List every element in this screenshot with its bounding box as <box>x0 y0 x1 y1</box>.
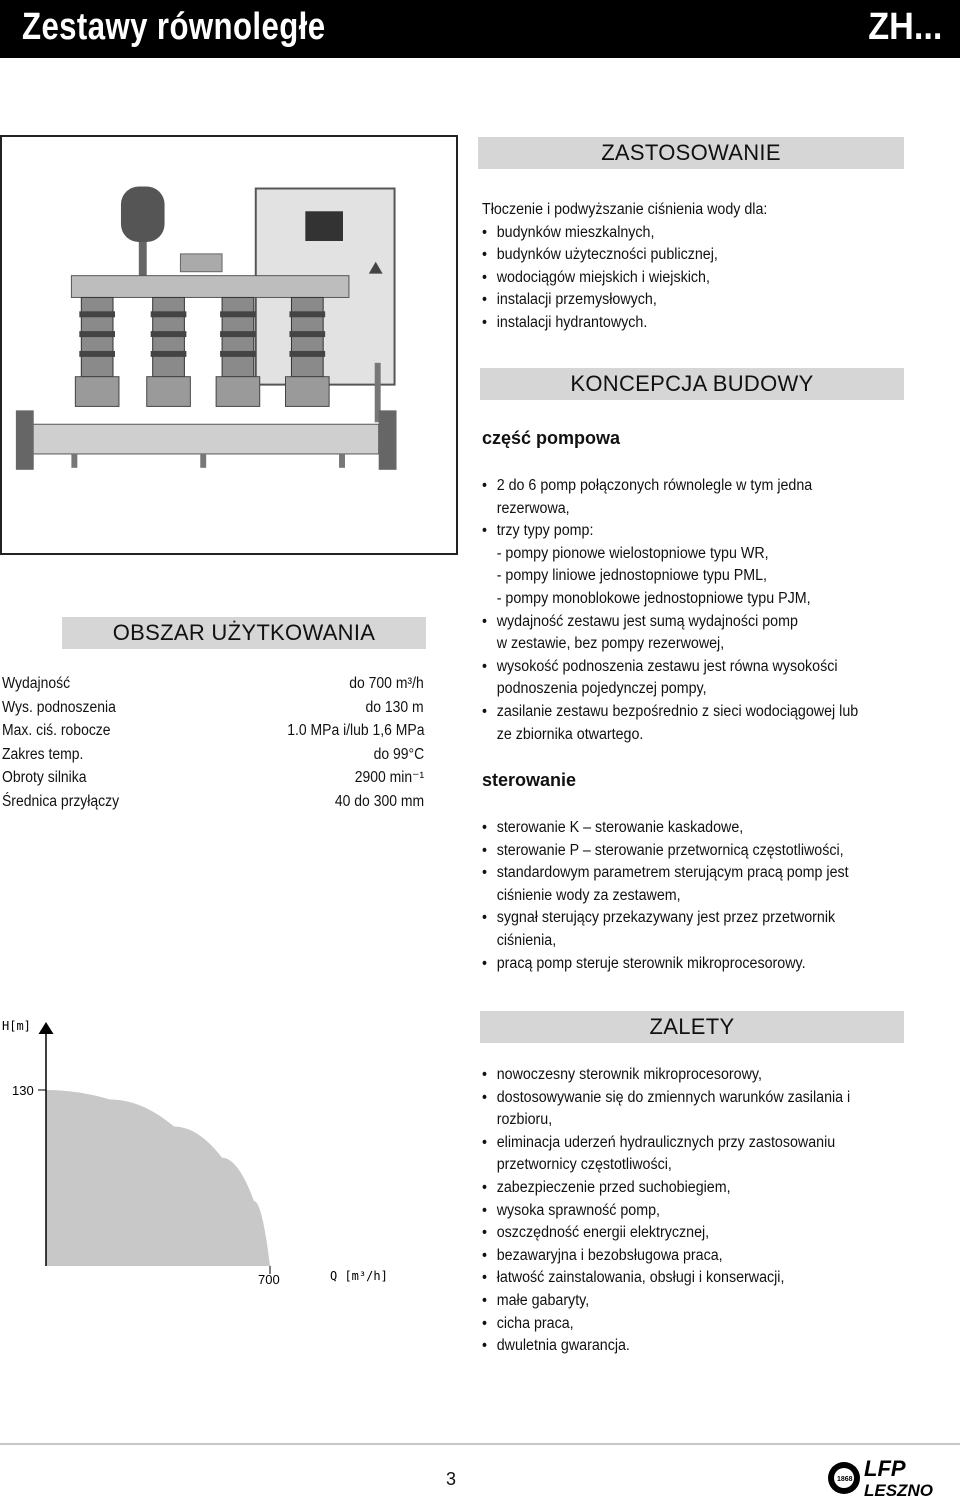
section-zalety-title: ZALETY <box>480 1011 904 1043</box>
page-header <box>0 0 960 58</box>
spec-row <box>2 790 424 814</box>
section-zastosowanie-title: ZASTOSOWANIE <box>478 137 904 169</box>
list-item-continuation: rozbioru, <box>496 1111 553 1129</box>
list-item-continuation: podnoszenia pojedynczej pompy, <box>496 680 707 698</box>
spec-label: Obroty silnika <box>2 769 87 786</box>
subsection-pompowa-title: część pompowa <box>482 428 621 448</box>
list-subitem: - pompy monoblokowe jednostopniowe typu PJM, <box>496 589 811 607</box>
list-item: • budynków użyteczności publicznej, <box>482 244 767 267</box>
spec-label: Wys. podnoszenia <box>2 698 116 716</box>
list-item-continuation: ciśnienia, <box>496 931 557 949</box>
list-item: • cicha praca, <box>482 1313 850 1336</box>
page-number: 3 <box>446 1469 457 1489</box>
list-item: • nowoczesny sterownik mikroprocesorowy, <box>482 1064 850 1087</box>
list-item: • instalacji hydrantowych. <box>482 312 767 335</box>
spec-label: Średnica przyłączy <box>2 792 120 810</box>
list-item: • oszczędność energii elektrycznej, <box>482 1222 850 1245</box>
list-item: • trzy typy pomp: <box>482 520 858 543</box>
list-item: • wodociągów miejskich i wiejskich, <box>482 267 767 290</box>
spec-row <box>2 696 424 720</box>
list-item: • wydajność zestawu jest sumą wydajności pomp <box>482 611 858 634</box>
spec-row <box>2 672 424 696</box>
list-item: • wysoka sprawność pomp, <box>482 1200 850 1223</box>
pump-set-illustration <box>2 137 456 553</box>
list-item: • eliminacja uderzeń hydraulicznych przy zastosowaniu <box>482 1132 850 1155</box>
x-axis-label: Q [m³/h] <box>330 1269 388 1283</box>
list-subitem: - pompy liniowe jednostopniowe typu PML, <box>496 567 768 585</box>
spec-value: do 700 m³/h <box>349 675 424 692</box>
zastosowanie-intro: Tłoczenie i podwyższanie ciśnienia wody dla: <box>482 201 768 218</box>
chart-area-series <box>46 1090 270 1266</box>
list-item: • sygnał sterujący przekazywany jest przez przetwornik <box>482 907 849 930</box>
footer-divider <box>0 1443 960 1445</box>
spec-row <box>2 743 424 767</box>
list-item: • sterowanie K – sterowanie kaskadowe, <box>482 817 849 840</box>
list-item: • bezawaryjna i bezobsługowa praca, <box>482 1245 850 1268</box>
subsection-sterowanie-title: sterowanie <box>482 770 577 790</box>
list-item: • standardowym parametrem sterującym pracą pomp jest <box>482 862 849 885</box>
list-item: • dwuletnia gwarancja. <box>482 1335 850 1358</box>
spec-row <box>2 719 424 743</box>
zalety-list <box>482 1064 850 1358</box>
list-item: • małe gabaryty, <box>482 1290 850 1313</box>
logo-brand: LFP <box>864 1456 906 1481</box>
spec-label: Wydajność <box>2 675 71 692</box>
x-tick-label: 700 <box>258 1272 280 1287</box>
product-code: ZH... <box>867 6 942 48</box>
list-item: • instalacji przemysłowych, <box>482 289 767 312</box>
section-koncepcja-title: KONCEPCJA BUDOWY <box>480 368 904 400</box>
y-axis-label: H[m] <box>2 1019 31 1033</box>
page-title: Zestawy równoległe <box>22 6 326 48</box>
zastosowanie-content <box>482 199 767 335</box>
spec-value: do 99°C <box>373 745 424 763</box>
list-item: • zabezpieczenie przed suchobiegiem, <box>482 1177 850 1200</box>
spec-value: 1.0 MPa i/lub 1,6 MPa <box>286 722 424 739</box>
logo-year: 1868 <box>837 1476 853 1483</box>
list-item: • wysokość podnoszenia zestawu jest równa wysokości <box>482 656 858 679</box>
logo-city: LESZNO <box>864 1481 933 1500</box>
list-item-continuation: ze zbiornika otwartego. <box>496 725 644 743</box>
list-item-continuation: przetwornicy częstotliwości, <box>496 1156 672 1174</box>
lfp-logo-icon <box>826 1456 956 1500</box>
spec-label: Zakres temp. <box>2 745 84 763</box>
product-photo <box>0 135 458 555</box>
section-obszar-title: OBSZAR UŻYTKOWANIA <box>62 617 426 649</box>
list-subitem: - pompy pionowe wielostopniowe typu WR, <box>496 544 769 562</box>
list-item: • dostosowywanie się do zmiennych warunków zasilania i <box>482 1087 850 1110</box>
spec-label: Max. ciś. robocze <box>2 722 111 739</box>
sterowanie-list <box>482 817 849 975</box>
performance-chart <box>0 1008 420 1308</box>
spec-row <box>2 766 424 790</box>
spec-value: do 130 m <box>365 698 424 716</box>
performance-chart-svg <box>0 1008 420 1308</box>
specs-table <box>2 672 424 813</box>
list-item-continuation: rezerwowa, <box>496 499 570 517</box>
pompowa-list <box>482 475 858 746</box>
list-item: • 2 do 6 pomp połączonych równolegle w tym jedna <box>482 475 858 498</box>
list-item: • zasilanie zestawu bezpośrednio z sieci wodociągowej lub <box>482 701 858 724</box>
spec-value: 40 do 300 mm <box>334 792 424 810</box>
list-item: • pracą pomp steruje sterownik mikroprocesorowy. <box>482 953 849 976</box>
spec-value: 2900 min⁻¹ <box>354 769 424 786</box>
list-item-continuation: ciśnienie wody za zestawem, <box>496 886 681 904</box>
lfp-leszno-logo <box>826 1456 956 1500</box>
list-item-continuation: w zestawie, bez pompy rezerwowej, <box>496 635 725 653</box>
y-tick-label: 130 <box>12 1083 34 1098</box>
list-item: • budynków mieszkalnych, <box>482 222 767 245</box>
zastosowanie-list <box>482 222 767 335</box>
list-item: • łatwość zainstalowania, obsługi i konserwacji, <box>482 1267 850 1290</box>
list-item: • sterowanie P – sterowanie przetwornicą częstotliwości, <box>482 840 849 863</box>
